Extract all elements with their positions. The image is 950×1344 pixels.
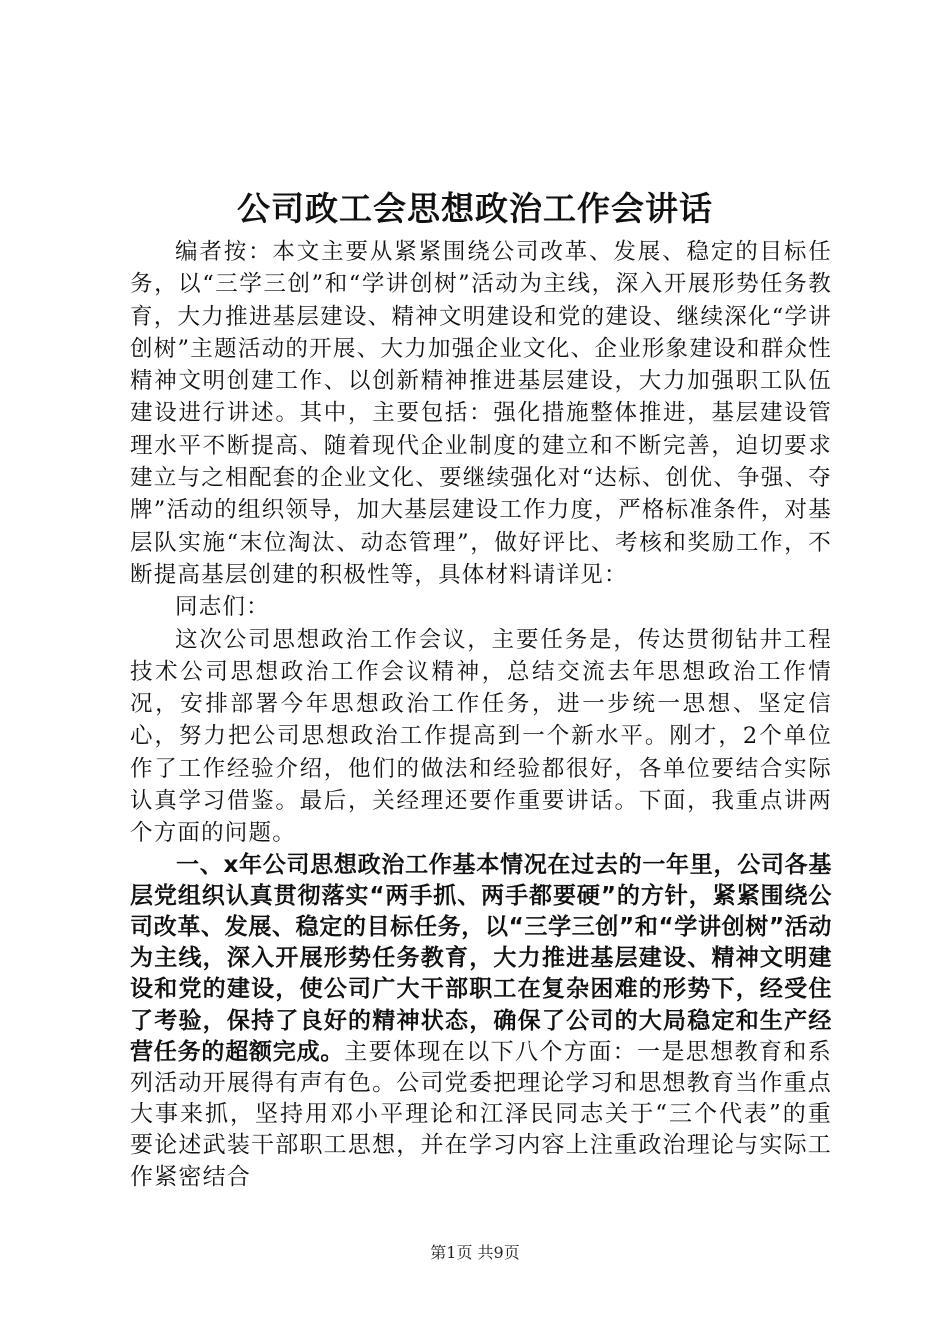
editor-note-paragraph: 编者按：本文主要从紧紧围绕公司改革、发展、稳定的目标任务，以“三学三创”和“学讲创树”活动为主线，深入开展形势任务教育，大力推进基层建设、精神文明建设和党的建设、继续深化“学讲创树”主题活动的开展、大力加强企业文化、企业形象建设和群众性精神文明创建工作、以创新精神推进基层建设，大力加强职工队伍建设进行讲述。其中，主要包括：强化措施整体推进，基层建设管理水平不断提高、随着现代企业制度的建立和不断完善，迫切要求建立与之相配套的企业文化、要继续强化对“达标、创优、争强、夺牌”活动的组织领导，加大基层建设工作力度，严格标准条件，对基层队实施“末位淘汰、动态管理”，做好评比、考核和奖励工作，不断提高基层创建的积极性等，具体材料请详见： <box>130 239 832 588</box>
section-one-body-text: 主要体现在以下八个方面：一是思想教育和系列活动开展得有声有色。公司党委把理论学习和思想教育当作重点大事来抓，坚持用邓小平理论和江泽民同志关于“三个代表”的重要论述武装干部职工思想，并在学习内容上注重政治理论与实际工作紧密结合 <box>130 1038 832 1190</box>
document-body <box>130 236 832 1193</box>
document-title: 公司政工会思想政治工作会讲话 <box>237 189 713 228</box>
section-one-heading-text: 一、x年公司思想政治工作基本情况在过去的一年里，公司各基层党组织认真贯彻落实“两手抓、两手都要硬”的方针，紧紧围绕公司改革、发展、稳定的目标任务，以“三学三创”和“学讲创树”活动为主线，深入开展形势任务教育，大力推进基层建设、精神文明建设和党的建设，使公司广大干部职工在复杂困难的形势下，经受住了考验，保持了良好的精神状态，确保了公司的大局稳定和生产经营任务的超额完成。 <box>130 851 832 1065</box>
section-one-paragraph <box>130 850 832 1193</box>
page-number-footer: 第1页 共9页 <box>430 1243 520 1262</box>
salutation-paragraph: 同志们： <box>175 594 270 621</box>
intro-paragraph: 这次公司思想政治工作会议，主要任务是，传达贯彻钻井工程技术公司思想政治工作会议精神，总结交流去年思想政治工作情况，安排部署今年思想政治工作任务，进一步统一思想、坚定信心，努力把公司思想政治工作提高到一个新水平。刚才，2个单位作了工作经验介绍，他们的做法和经验都很好，各单位要结合实际认真学习借鉴。最后，关经理还要作重要讲话。下面，我重点讲两个方面的问题。 <box>130 626 832 847</box>
